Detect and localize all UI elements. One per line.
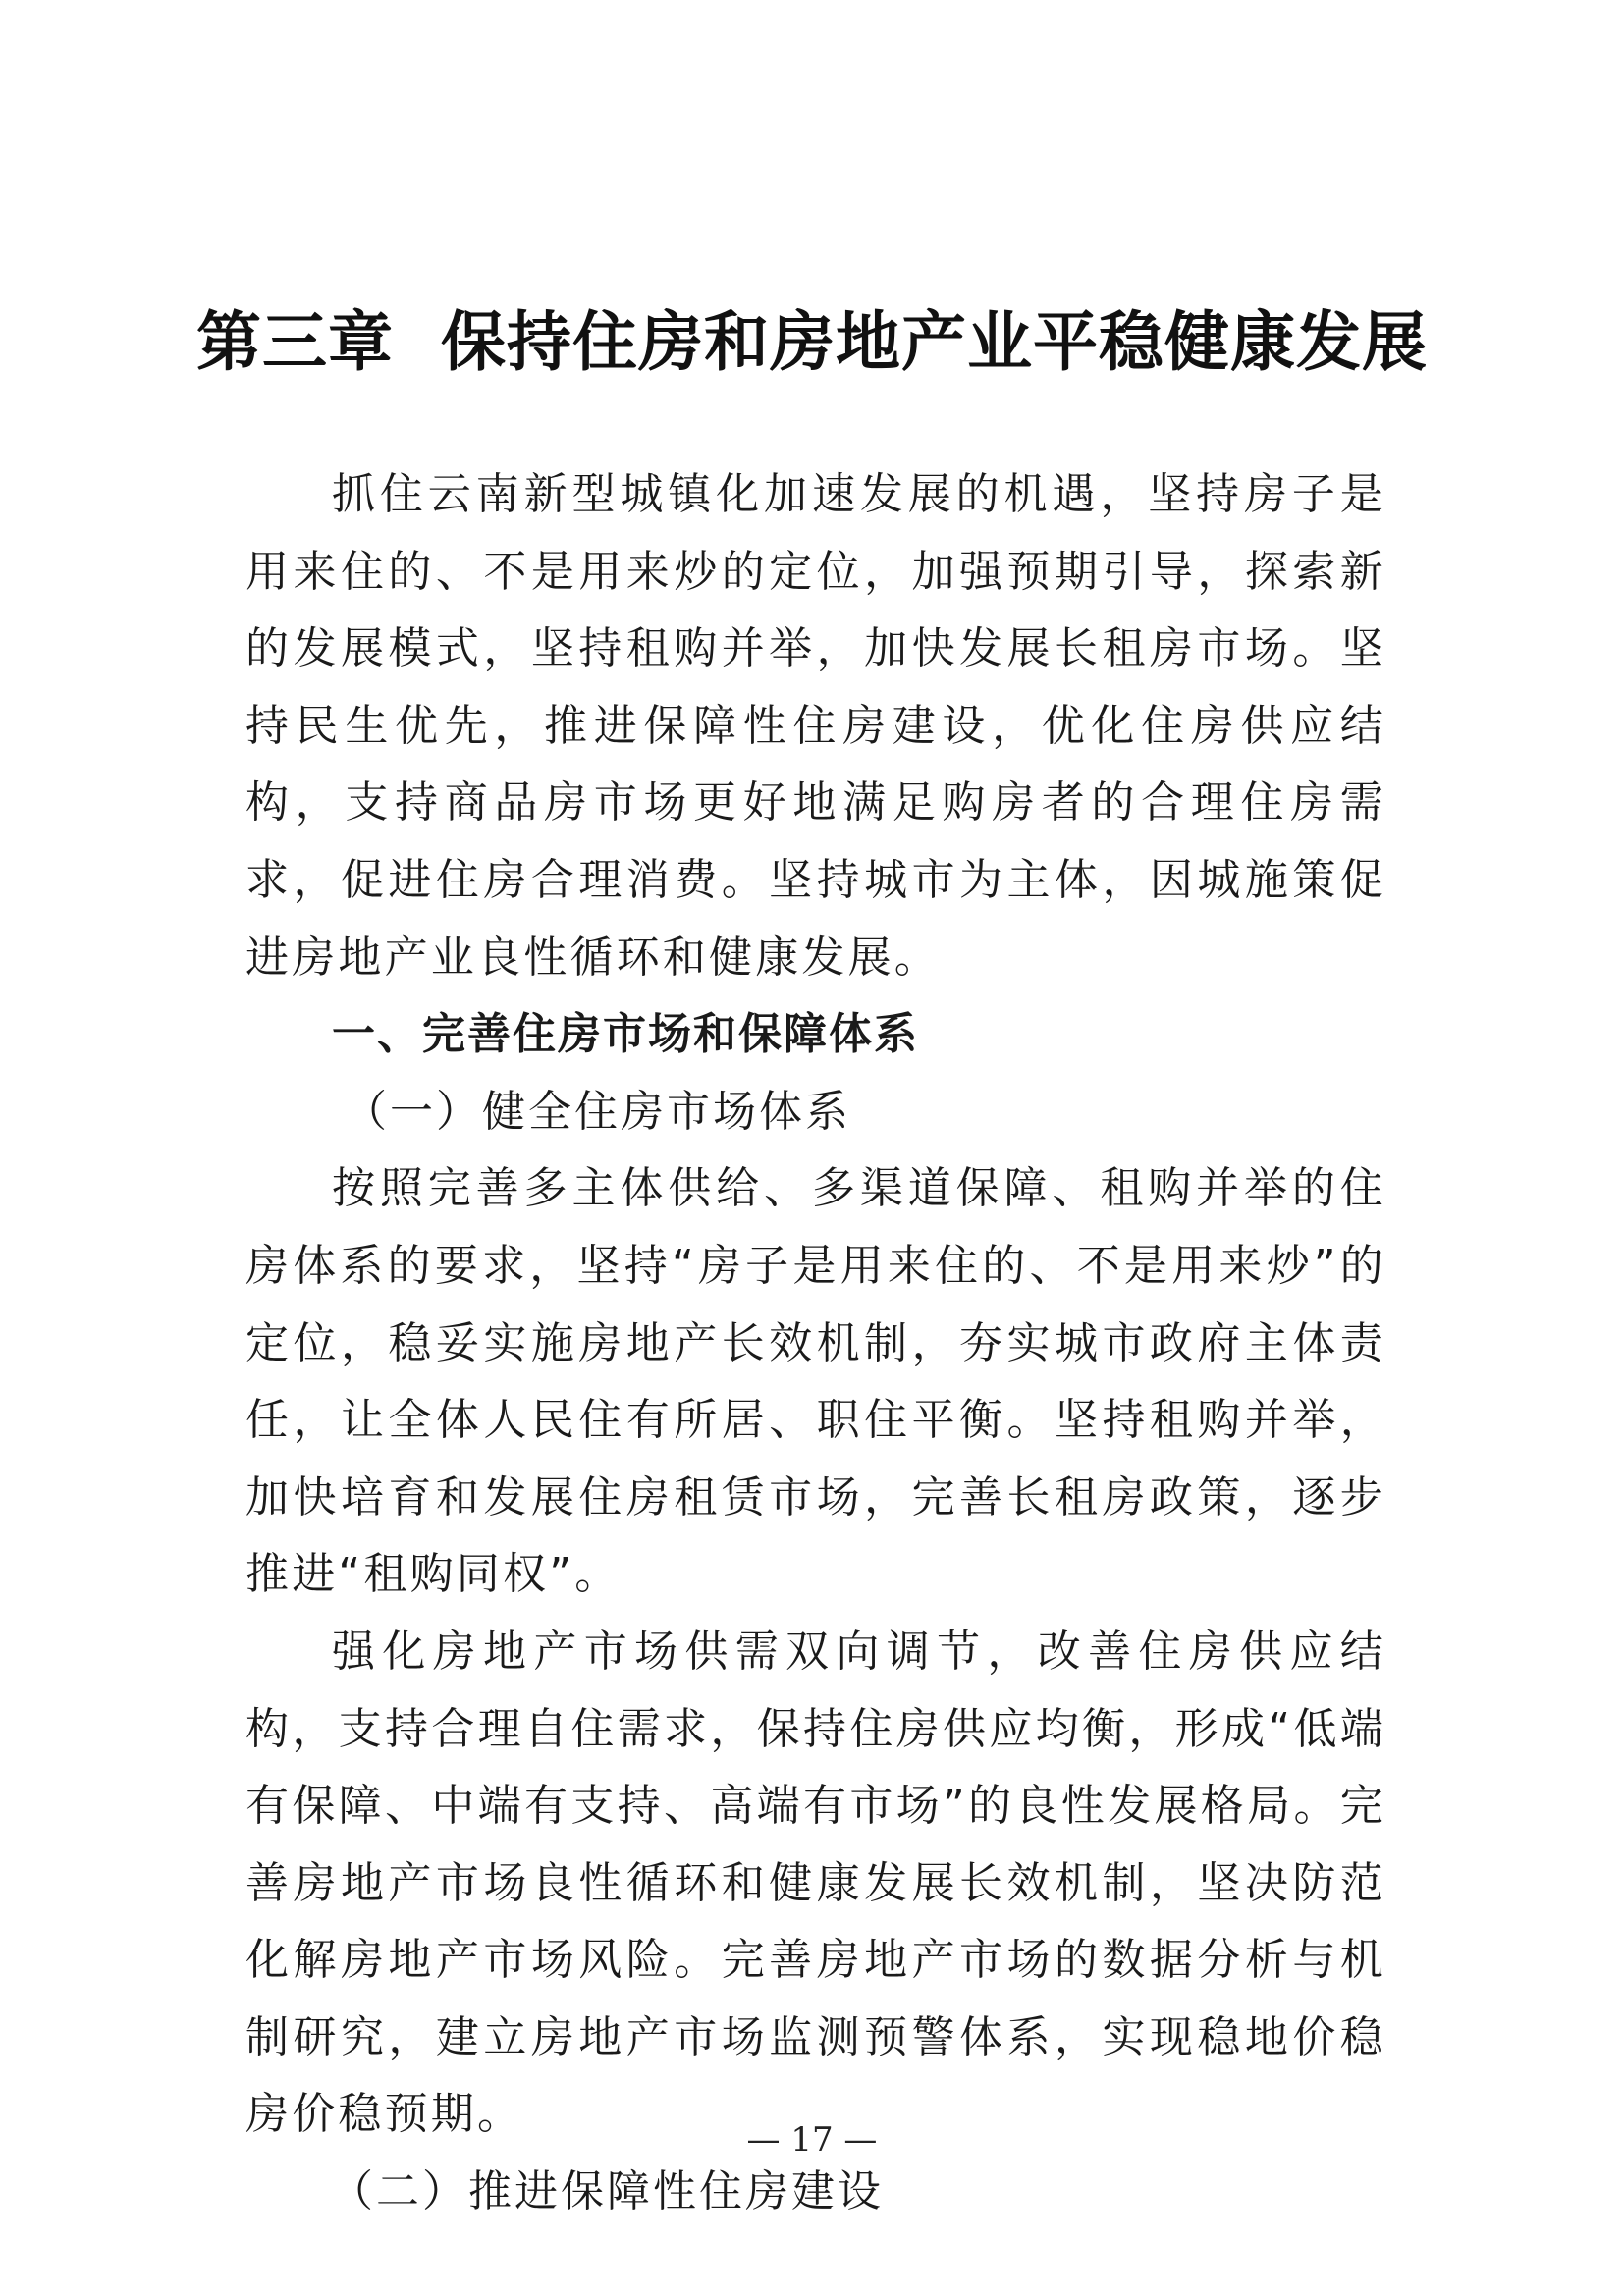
body-paragraph: 强化房地产市场供需双向调节，改善住房供应结构，支持合理自住需求，保持住房供应均衡，形成“低端有保障、中端有支持、高端有市场”的良性发展格局。完善房地产市场良性循环和健康发展长效机制，坚决防范化解房地产市场风险。完善房地产市场的数据分析与机制研究，建立房地产市场监测预警体系，实现稳地价稳房价稳预期。 xyxy=(245,1626,1386,2140)
page-number: — 17 — xyxy=(746,2120,878,2160)
body-paragraph: 按照完善多主体供给、多渠道保障、租购并举的住房体系的要求，坚持“房子是用来住的、不是用来炒”的定位，稳妥实施房地产长效机制，夯实城市政府主体责任，让全体人民住有所居、职住平衡。坚持租购并举，加快培育和发展住房租赁市场，完善长租房政策，逐步推进“租购同权”。 xyxy=(245,1163,1386,1600)
subsection-heading: （二）推进保障性住房建设 xyxy=(330,2166,884,2217)
chapter-title: 第三章 保持住房和房地产业平稳健康发展 xyxy=(196,303,1428,380)
intro-paragraph: 抓住云南新型城镇化加速发展的机遇，坚持房子是用来住的、不是用来炒的定位，加强预期引导，探索新的发展模式，坚持租购并举，加快发展长租房市场。坚持民生优先，推进保障性住房建设，优化住房供应结构，支持商品房市场更好地满足购房者的合理住房需求，促进住房合理消费。坚持城市为主体，因城施策促进房地产业良性循环和健康发展。 xyxy=(245,469,1386,983)
section-heading: 一、完善住房市场和保障体系 xyxy=(332,1009,919,1060)
subsection-heading: （一）健全住房市场体系 xyxy=(344,1086,851,1137)
document-body xyxy=(245,456,1386,2231)
